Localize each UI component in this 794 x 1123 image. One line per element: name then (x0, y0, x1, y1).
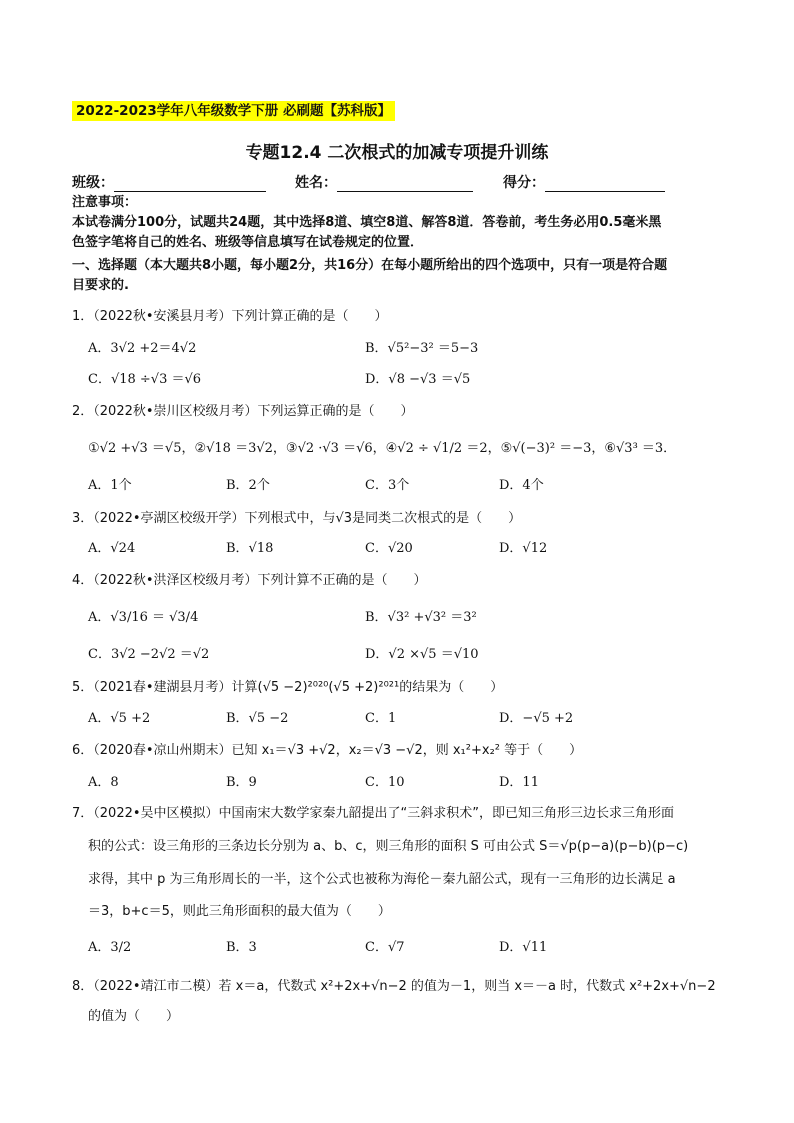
question-stem: 3．（2022•亭湖区校级开学）下列根式中，与√3是同类二次根式的是（ ） (72, 511, 522, 526)
section-heading: 一、选择题（本大题共8小题，每小题2分，共16分）在每小题所给出的四个选项中，只有一项是符合题 (72, 258, 668, 273)
option-b: B．√5²−3² ＝5−3 (365, 341, 479, 356)
question-text: ＝3，b+c＝5，则此三角形面积的最大值为（ ） (88, 904, 391, 919)
notice-line: 本试卷满分100分，试题共24题，其中选择8道、填空8道、解答8道．答卷前，考生务必用0.5毫米黑 (72, 215, 662, 230)
option-d: D．√12 (499, 541, 548, 556)
question-statements: ①√2 +√3 ＝√5，②√18 ＝3√2，③√2 ·√3 ＝√6，④√2 ÷ √1/2 ＝2，⑤√(−3)² ＝−3，⑥√3³ ＝3． (88, 441, 677, 456)
class-label: 班级： (72, 175, 114, 191)
question-text: 积的公式：设三角形的三条边长分别为 a、b、c，则三角形的面积 S 可由公式 S＝√p(p−a)(p−b)(p−c) (88, 839, 689, 854)
notice-line: 色签字笔将自己的姓名、班级等信息填写在试卷规定的位置． (72, 235, 424, 250)
class-field (72, 172, 266, 192)
option-b: B．√3² +√3² ＝3² (365, 610, 477, 625)
notice-heading: 注意事项： (72, 195, 138, 210)
option-c: C．10 (365, 775, 405, 790)
option-a: A．√3/16 ＝ √3/4 (88, 610, 199, 625)
series-banner: 2022-2023学年八年级数学下册 必刷题【苏科版】 (72, 101, 395, 121)
option-a: A．8 (88, 775, 119, 790)
question-stem: 5．（2021春•建湖县月考）计算(√5 −2)²⁰²⁰(√5 +2)²⁰²¹的结果为（ ） (72, 680, 504, 695)
option-c: C．1 (365, 711, 397, 726)
question-stem: 8．（2022•靖江市二模）若 x＝a，代数式 x²+2x+√n−2 的值为－1，则当 x＝－a 时，代数式 x²+2x+√n−2 (72, 979, 716, 994)
option-d: D．4个 (499, 478, 544, 493)
option-c: C．√7 (365, 940, 405, 955)
option-b: B．2个 (226, 478, 270, 493)
class-blank (114, 175, 266, 192)
name-label: 姓名： (295, 175, 337, 191)
option-c: C．3个 (365, 478, 410, 493)
page-title: 专题12.4 二次根式的加减专项提升训练 (245, 143, 549, 163)
option-d: D．11 (499, 775, 539, 790)
option-d: D．√11 (499, 940, 548, 955)
score-label: 得分： (503, 175, 545, 191)
question-text: 求得，其中 p 为三角形周长的一半，这个公式也被称为海伦－秦九韶公式，现有一三角形的边长满足 a (88, 872, 676, 887)
question-stem: 4．（2022秋•洪泽区校级月考）下列计算不正确的是（ ） (72, 573, 427, 588)
question-stem: 2．（2022秋•崇川区校级月考）下列运算正确的是（ ） (72, 404, 414, 419)
option-b: B．√5 −2 (226, 711, 289, 726)
option-c: C．3√2 −2√2 ＝√2 (88, 647, 210, 662)
score-field (503, 172, 665, 192)
section-heading: 目要求的. (72, 278, 129, 293)
question-stem: 1．（2022秋•安溪县月考）下列计算正确的是（ ） (72, 309, 388, 324)
option-a: A．3/2 (88, 940, 132, 955)
option-b: B．9 (226, 775, 257, 790)
score-blank (545, 175, 665, 192)
name-blank (337, 175, 473, 192)
option-d: D．√2 ×√5 ＝√10 (365, 647, 479, 662)
option-d: D．−√5 +2 (499, 711, 574, 726)
option-b: B．3 (226, 940, 257, 955)
name-field (295, 172, 473, 192)
option-a: A．3√2 +2＝4√2 (88, 341, 197, 356)
option-d: D．√8 −√3 ＝√5 (365, 372, 471, 387)
option-a: A．√5 +2 (88, 711, 151, 726)
question-stem: 7．（2022•吴中区模拟）中国南宋大数学家秦九韶提出了“三斜求积术”，即已知三角形三边长求三角形面 (72, 806, 674, 821)
option-a: A．1个 (88, 478, 132, 493)
question-text: 的值为（ ） (88, 1009, 180, 1024)
option-b: B．√18 (226, 541, 274, 556)
option-c: C．√18 ÷√3 ＝√6 (88, 372, 202, 387)
option-c: C．√20 (365, 541, 413, 556)
option-a: A．√24 (88, 541, 136, 556)
question-stem: 6．（2020春•凉山州期末）已知 x₁＝√3 +√2，x₂＝√3 −√2，则 x₁²+x₂² 等于（ ） (72, 743, 583, 758)
